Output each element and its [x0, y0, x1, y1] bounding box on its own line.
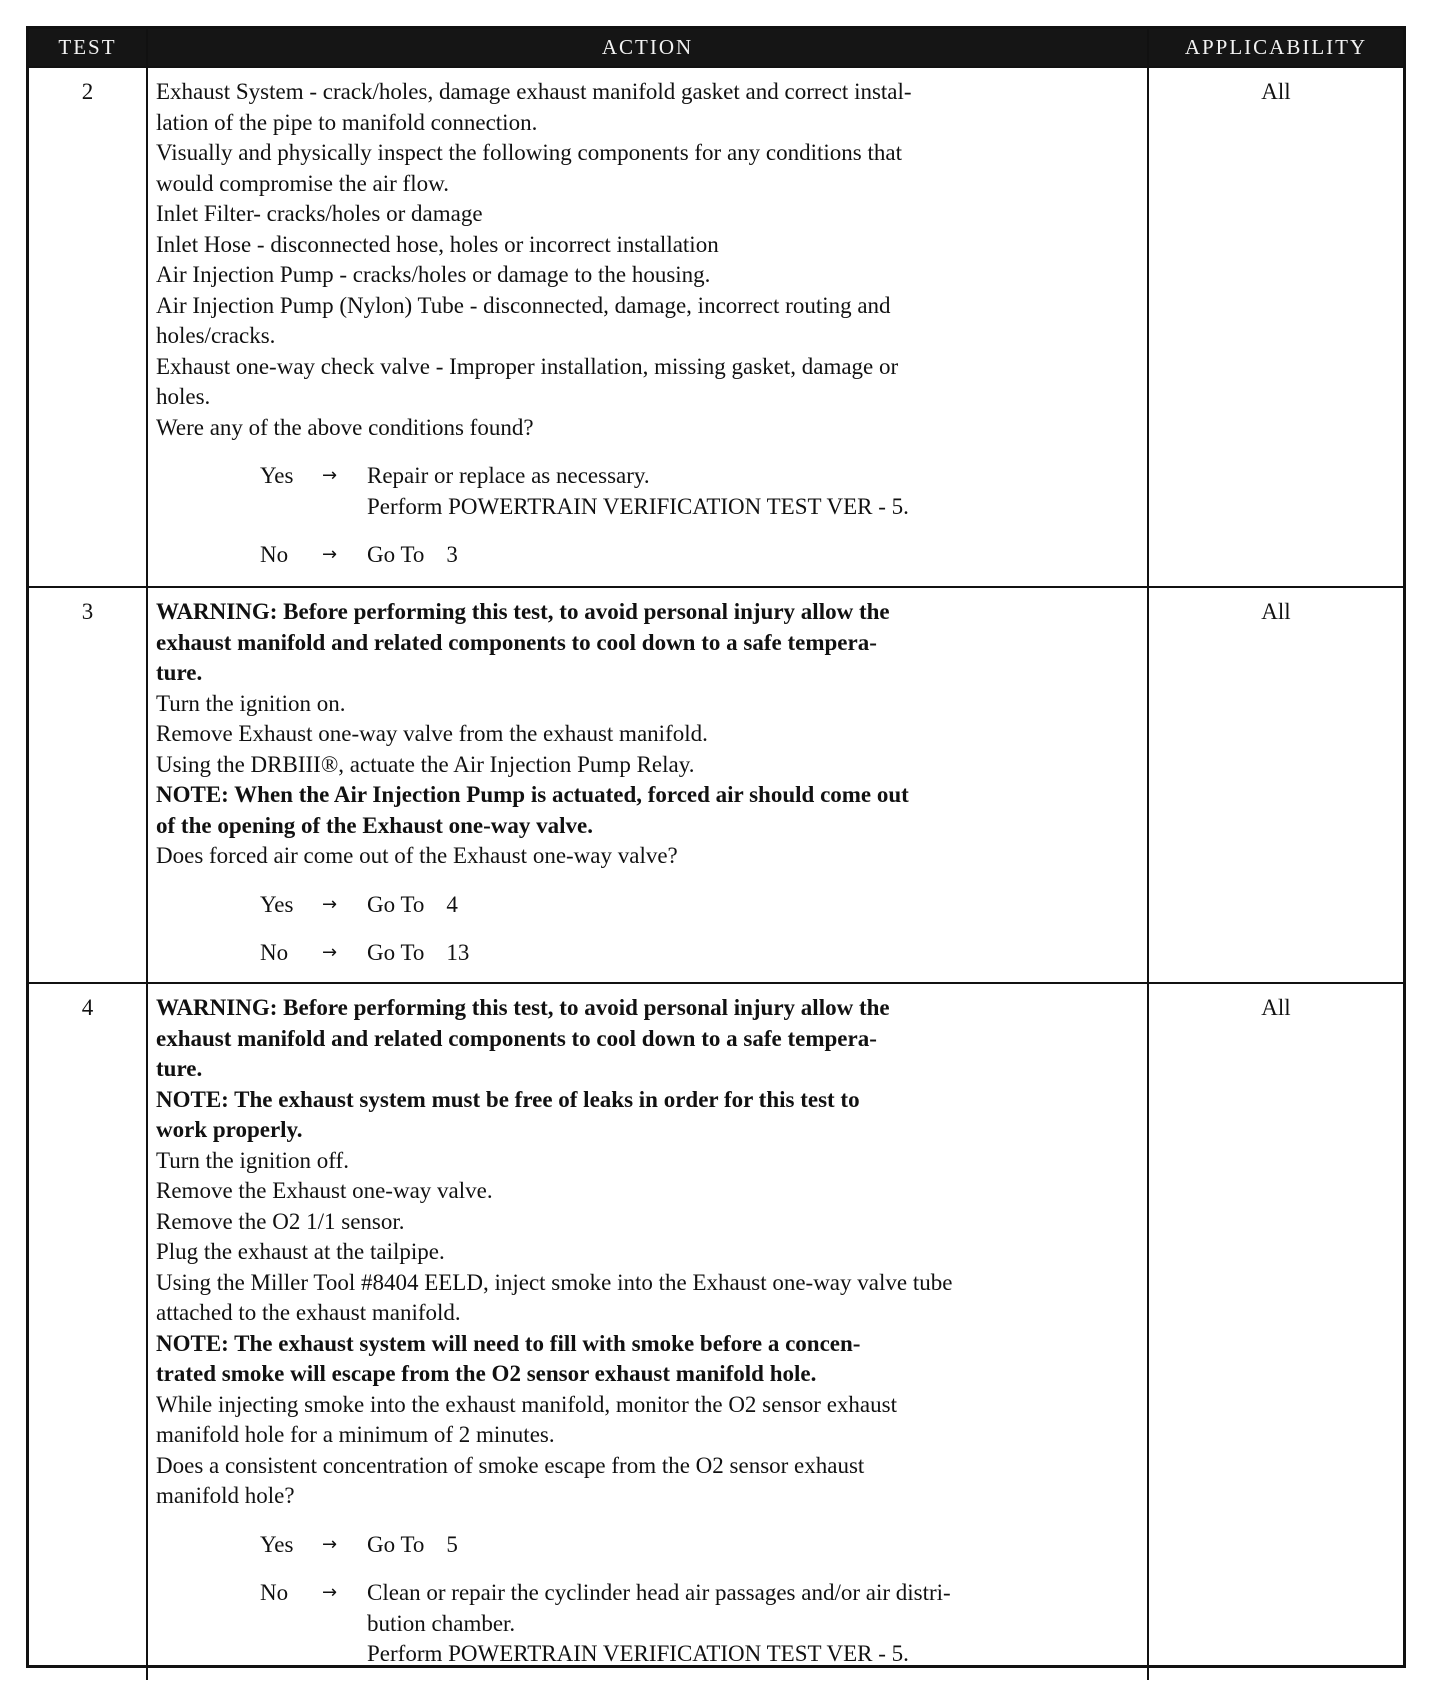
answer-yes-body	[367, 461, 1139, 522]
answer-yes	[260, 1530, 1139, 1561]
answer-yes-label: Yes	[260, 463, 294, 488]
answer-yes-body	[367, 890, 1139, 921]
action-line: would compromise the air flow.	[156, 170, 449, 196]
right-arrow-icon: →	[322, 1582, 338, 1603]
action-line: Using the DRBIII®, actuate the Air Injection Pump Relay.	[156, 751, 695, 777]
answer-yes-label: Yes	[260, 891, 294, 917]
note-line: NOTE: The exhaust system must be free of leaks in order for this test to	[156, 1086, 860, 1112]
answer-yes	[260, 461, 1139, 522]
table-header-row	[29, 29, 1403, 67]
action-line: Exhaust System - crack/holes, damage exhaust manifold gasket and correct instal-	[156, 79, 912, 104]
answer-yes-label: Yes	[260, 1531, 294, 1557]
goto-label: Go To	[367, 1531, 425, 1557]
table-row-test-4	[29, 983, 1403, 1680]
answer-block	[156, 461, 1139, 571]
applicability-value: All	[1148, 983, 1403, 1680]
answer-no-text: Perform POWERTRAIN VERIFICATION TEST VER - 5.	[367, 1641, 909, 1666]
action-line: Visually and physically inspect the following components for any conditions that	[156, 140, 902, 165]
answer-no	[260, 1578, 1139, 1670]
action-line: holes/cracks.	[156, 323, 276, 348]
action-line: While injecting smoke into the exhaust manifold, monitor the O2 sensor exhaust	[156, 1391, 897, 1417]
answer-no-body	[367, 540, 1139, 571]
action-line: lation of the pipe to manifold connection.	[156, 109, 538, 135]
right-arrow-icon: →	[322, 1533, 338, 1555]
header-test: TEST	[29, 29, 147, 67]
note-line: work properly.	[156, 1117, 303, 1142]
applicability-value: All	[1148, 67, 1403, 587]
action-line: manifold hole for a minimum of 2 minutes.	[156, 1422, 555, 1447]
answer-no-body	[367, 1578, 1139, 1670]
test-number: 3	[29, 587, 147, 983]
goto-label: Go To	[367, 891, 425, 917]
header-applicability: APPLICABILITY	[1148, 29, 1403, 67]
answer-block	[156, 890, 1139, 969]
answer-no-label: No	[260, 1580, 289, 1605]
action-question: Does a consistent concentration of smoke escape from the O2 sensor exhaust	[156, 1452, 865, 1478]
note-line: of the opening of the Exhaust one-way valve.	[156, 812, 594, 838]
action-line: Inlet Filter- cracks/holes or damage	[156, 201, 483, 226]
right-arrow-icon: →	[322, 942, 338, 963]
action-line: Turn the ignition on.	[156, 690, 346, 716]
warning-line: WARNING: Before performing this test, to avoid personal injury allow the	[156, 995, 890, 1020]
warning-line: ture.	[156, 660, 203, 685]
diagnostic-table-sheet	[26, 26, 1406, 1668]
answer-no-body	[367, 938, 1139, 969]
action-line: Remove the Exhaust one-way valve.	[156, 1178, 493, 1203]
answer-yes-body	[367, 1530, 1139, 1561]
action-question: Does forced air come out of the Exhaust one-way valve?	[156, 843, 678, 868]
answer-no-text: Clean or repair the cyclinder head air passages and/or air distri-	[367, 1580, 951, 1605]
right-arrow-icon: →	[322, 544, 338, 565]
answer-yes-text: Perform POWERTRAIN VERIFICATION TEST VER - 5.	[367, 493, 909, 519]
applicability-value: All	[1148, 587, 1403, 983]
action-line: Inlet Hose - disconnected hose, holes or incorrect installation	[156, 231, 719, 257]
action-line: Exhaust one-way check valve - Improper installation, missing gasket, damage or	[156, 353, 899, 379]
action-line: Remove the O2 1/1 sensor.	[156, 1208, 405, 1234]
action-line: Remove Exhaust one-way valve from the exhaust manifold.	[156, 721, 708, 746]
goto-test-number: 3	[446, 542, 458, 567]
note-line: NOTE: The exhaust system will need to fill with smoke before a concen-	[156, 1330, 861, 1356]
answer-yes	[260, 890, 1139, 921]
answer-no	[260, 540, 1139, 571]
action-cell	[147, 983, 1148, 1680]
warning-line: exhaust manifold and related components to cool down to a safe tempera-	[156, 629, 877, 655]
goto-test-number: 5	[446, 1531, 458, 1557]
goto-label: Go To	[367, 542, 425, 567]
warning-line: exhaust manifold and related components to cool down to a safe tempera-	[156, 1025, 877, 1051]
action-question: Were any of the above conditions found?	[156, 414, 534, 440]
note-line: trated smoke will escape from the O2 sensor exhaust manifold hole.	[156, 1361, 817, 1386]
right-arrow-icon: →	[322, 893, 338, 915]
goto-test-number: 4	[446, 891, 458, 917]
answer-yes-text: Repair or replace as necessary.	[367, 463, 650, 488]
action-line: Plug the exhaust at the tailpipe.	[156, 1239, 445, 1264]
right-arrow-icon: →	[322, 465, 338, 486]
table-row-test-3	[29, 587, 1403, 983]
action-line: holes.	[156, 384, 211, 409]
goto-test-number: 13	[446, 940, 470, 965]
test-number: 4	[29, 983, 147, 1680]
action-cell	[147, 67, 1148, 587]
action-line: Using the Miller Tool #8404 EELD, inject smoke into the Exhaust one-way valve tube	[156, 1269, 953, 1295]
test-number: 2	[29, 67, 147, 587]
action-line: attached to the exhaust manifold.	[156, 1300, 461, 1325]
answer-block	[156, 1530, 1139, 1670]
answer-no-label: No	[260, 940, 289, 965]
header-action: ACTION	[147, 29, 1148, 67]
note-line: NOTE: When the Air Injection Pump is actuated, forced air should come out	[156, 782, 909, 807]
answer-no	[260, 938, 1139, 969]
action-question: manifold hole?	[156, 1483, 295, 1508]
diagnostic-test-table	[29, 29, 1403, 1680]
action-cell	[147, 587, 1148, 983]
warning-line: ture.	[156, 1056, 203, 1081]
answer-no-label: No	[260, 542, 289, 567]
warning-line: WARNING: Before performing this test, to avoid personal injury allow the	[156, 599, 890, 624]
action-line: Air Injection Pump (Nylon) Tube - disconnected, damage, incorrect routing and	[156, 292, 891, 318]
answer-no-text: bution chamber.	[367, 1610, 516, 1636]
action-line: Air Injection Pump - cracks/holes or damage to the housing.	[156, 262, 711, 287]
table-row-test-2	[29, 67, 1403, 587]
action-line: Turn the ignition off.	[156, 1147, 349, 1173]
goto-label: Go To	[367, 940, 425, 965]
